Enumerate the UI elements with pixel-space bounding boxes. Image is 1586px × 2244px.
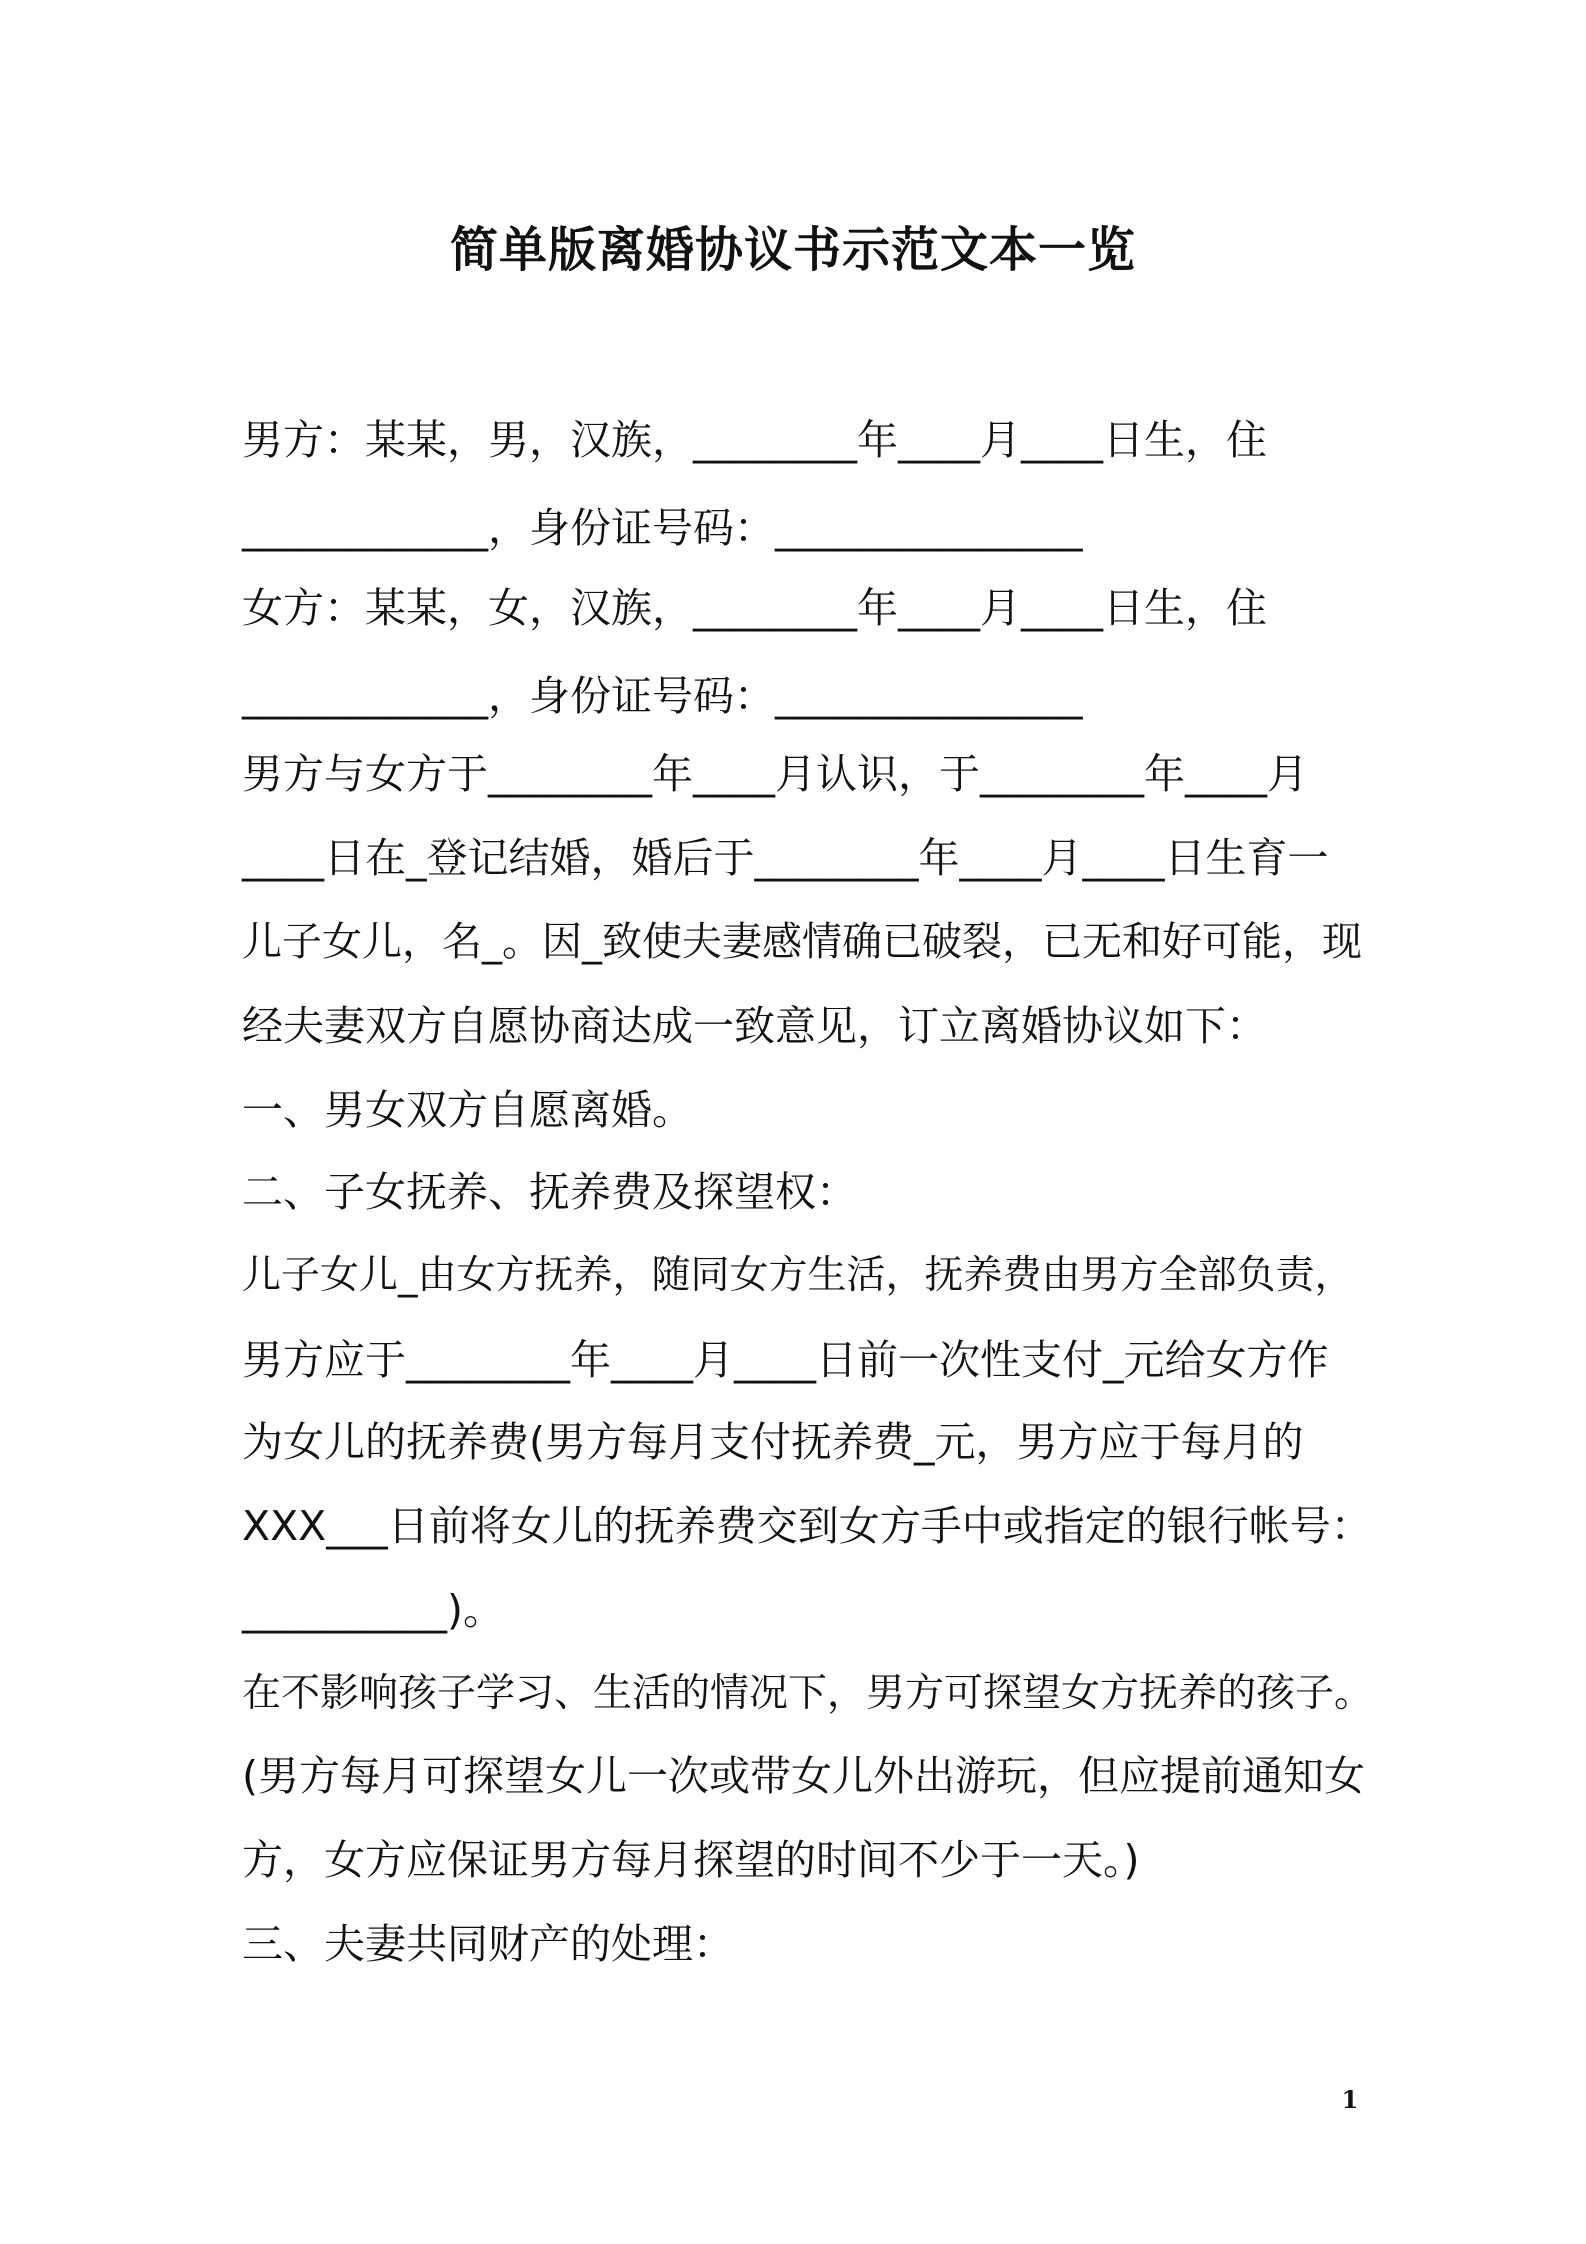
text-line-16: 在不影响孩子学习、生活的情况下，男方可探望女方抚养的孩子。 <box>242 1671 1374 1716</box>
text-line-6: ____日在_登记结婚，婚后于________年____月____日生育一 <box>242 834 1329 882</box>
text-line-12: 男方应于________年____月____日前一次性支付_元给女方作 <box>242 1336 1329 1384</box>
text-line-18: 方，女方应保证男方每月探望的时间不少于一天。) <box>242 1836 1140 1884</box>
text-line-2: ____________，身份证号码：_______________ <box>242 504 1083 552</box>
page-number: 1 <box>1341 2085 1359 2114</box>
text-line-15: __________)。 <box>242 1586 504 1634</box>
text-line-5: 男方与女方于________年____月认识，于________年____月 <box>242 750 1308 798</box>
text-line-9: 一、男女双方自愿离婚。 <box>242 1086 693 1134</box>
text-line-4: ____________，身份证号码：_______________ <box>242 672 1083 720</box>
document-title: 简单版离婚协议书示范文本一览 <box>449 222 1136 278</box>
text-line-17: (男方每月可探望女儿一次或带女儿外出游玩，但应提前通知女 <box>242 1752 1365 1800</box>
text-line-11: 儿子女儿_由女方抚养，随同女方生活，抚养费由男方全部负责， <box>242 1253 1354 1298</box>
text-line-14: XXX___日前将女儿的抚养费交到女方手中或指定的银行帐号： <box>242 1502 1372 1550</box>
text-line-13: 为女儿的抚养费(男方每月支付抚养费_元，男方应于每月的 <box>242 1418 1304 1466</box>
text-line-8: 经夫妻双方自愿协商达成一致意见，订立离婚协议如下： <box>242 1002 1267 1050</box>
text-line-7: 儿子女儿，名_。因_致使夫妻感情确已破裂，已无和好可能，现 <box>242 919 1362 965</box>
text-line-19: 三、夫妻共同财产的处理： <box>242 1920 734 1968</box>
text-line-10: 二、子女抚养、抚养费及探望权： <box>242 1168 857 1216</box>
text-line-1: 男方：某某，男，汉族，________年____月____日生，住 <box>242 416 1267 464</box>
text-line-3: 女方：某某，女，汉族，________年____月____日生，住 <box>242 584 1267 632</box>
